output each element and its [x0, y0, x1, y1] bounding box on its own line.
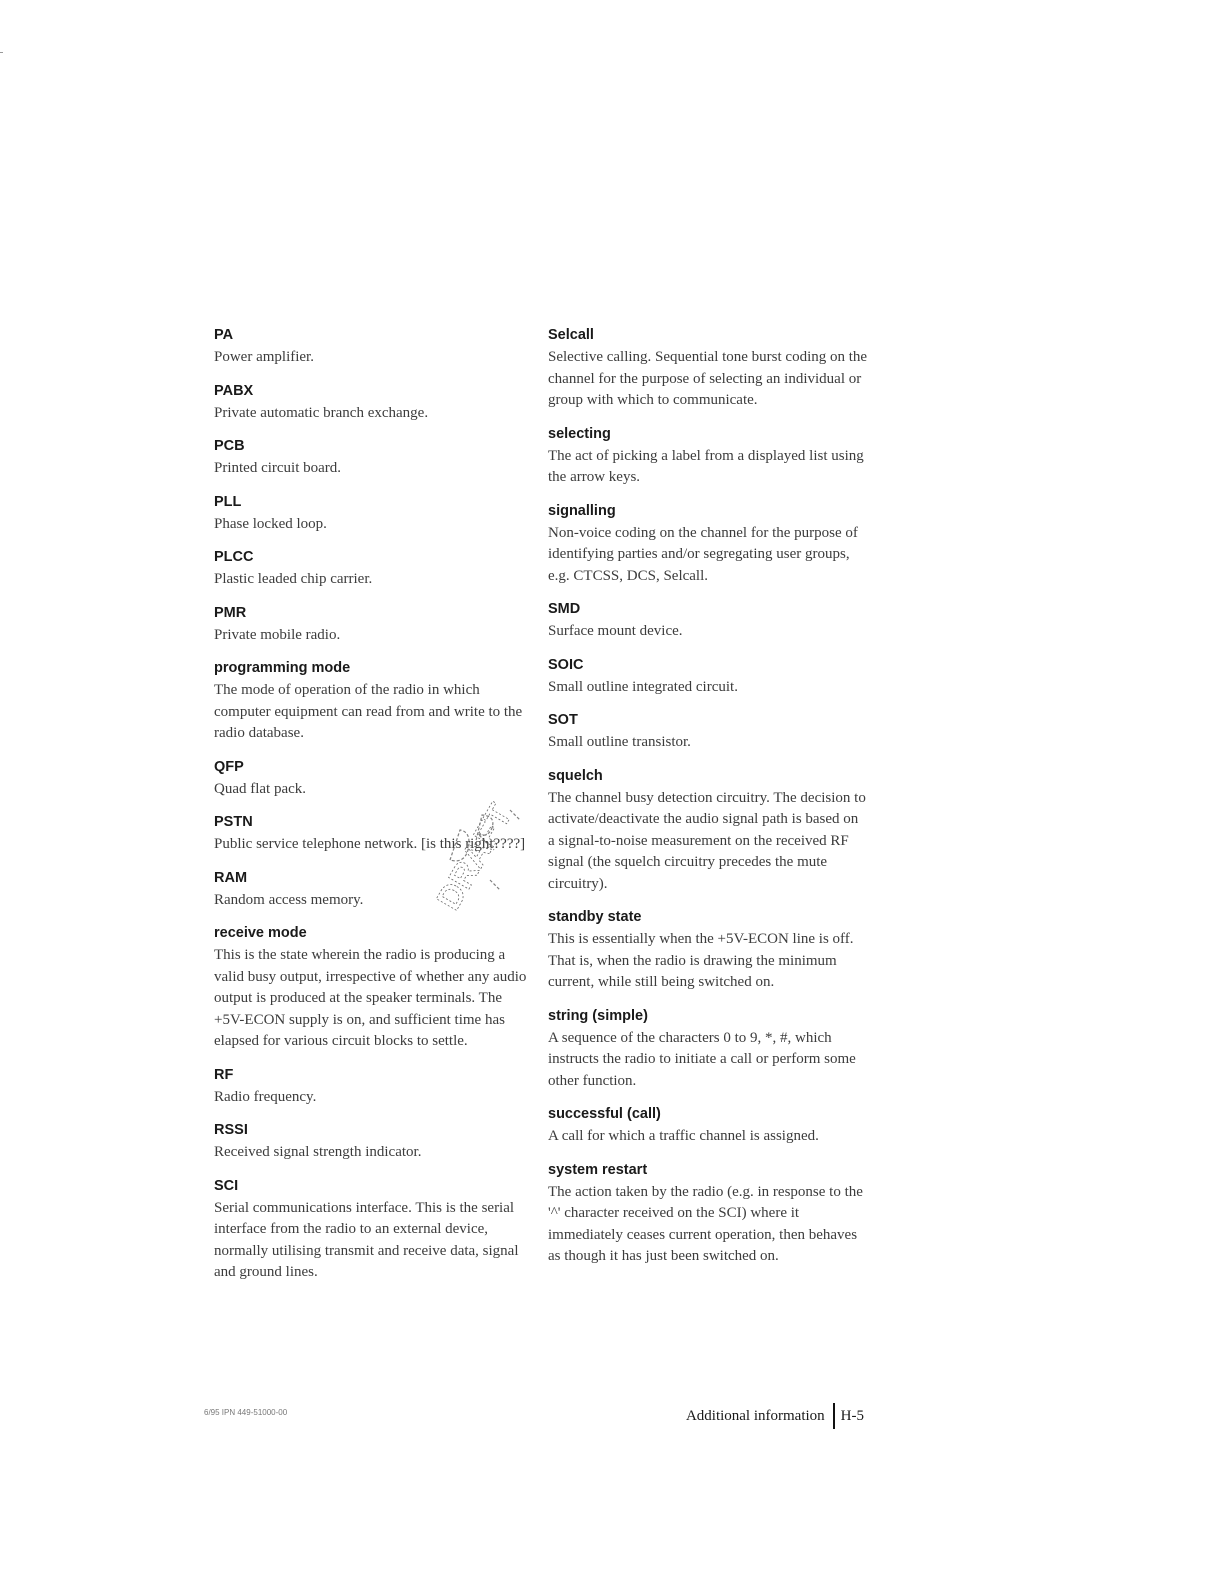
- glossary-term: selecting: [548, 425, 611, 442]
- glossary-entry: [548, 710, 868, 754]
- scan-mark: [0, 52, 3, 53]
- glossary-definition: Small outline integrated circuit.: [548, 678, 738, 695]
- glossary-term: PABX: [214, 382, 254, 399]
- glossary-entry: [548, 599, 868, 643]
- glossary-definition: Plastic leaded chip carrier.: [214, 571, 373, 587]
- glossary-definition: The mode of operation of the radio in which computer equipment can read from and write to the radio database.: [214, 682, 523, 741]
- draft-stamp-watermark: [420, 790, 540, 930]
- glossary-entry: [214, 1176, 529, 1284]
- glossary-definition: Non-voice coding on the channel for the purpose of identifying parties and/or segregating user groups, e.g. CTCSS, DCS, Selcall.: [548, 524, 858, 584]
- glossary-term: standby state: [548, 909, 642, 925]
- glossary-term: system restart: [548, 1161, 648, 1178]
- glossary-term: successful (call): [548, 1106, 661, 1122]
- glossary-definition: Printed circuit board.: [214, 460, 342, 476]
- glossary-entry: [214, 1065, 529, 1109]
- glossary-term: signalling: [548, 502, 616, 519]
- glossary-term: PLCC: [214, 549, 254, 565]
- glossary-entry: [548, 424, 868, 489]
- glossary-definition: This is essentially when the +5V-ECON line is off. That is, when the radio is drawing the minimum current, while still being switched on.: [548, 931, 854, 990]
- glossary-definition: Public service telephone network. [is this right????]: [214, 836, 526, 852]
- footer-section-label: [686, 1403, 864, 1429]
- glossary-definition: Small outline transistor.: [548, 734, 691, 750]
- glossary-definition: Random access memory.: [214, 891, 364, 908]
- glossary-entry: [214, 658, 529, 745]
- glossary-definition: A sequence of the characters 0 to 9, *, #, which instructs the radio to initiate a call or perform some other function.: [548, 1029, 856, 1089]
- glossary-entry: [548, 325, 868, 412]
- glossary-definition: Private mobile radio.: [214, 626, 341, 643]
- glossary-entry: [214, 1120, 529, 1164]
- glossary-entry: [548, 655, 868, 699]
- glossary-term: programming mode: [214, 660, 351, 676]
- glossary-term: QFP: [214, 758, 244, 775]
- glossary-term: PLL: [214, 493, 242, 510]
- glossary-term: RAM: [214, 869, 248, 886]
- glossary-term: PSTN: [214, 814, 253, 830]
- glossary-entry: [214, 325, 529, 369]
- glossary-entry: [548, 1104, 868, 1148]
- glossary-term: receive mode: [214, 925, 307, 941]
- stamp-text: DRAFT: [429, 797, 521, 917]
- glossary-definition: Selective calling. Sequential tone burst coding on the channel for the purpose of selecting an individual or group with which to communicate.: [548, 349, 868, 408]
- glossary-entry: [214, 436, 529, 480]
- glossary-term: RF: [214, 1066, 234, 1083]
- glossary-term: PMR: [214, 604, 247, 621]
- glossary-definition: Serial communications interface. This is the serial interface from the radio to an external device, normally utilising transmit and receive data, signal and ground lines.: [214, 1199, 519, 1280]
- glossary-term: SMD: [548, 601, 581, 617]
- glossary-entry: [214, 603, 529, 647]
- glossary-term: string (simple): [548, 1007, 648, 1024]
- glossary-definition: A call for which a traffic channel is assigned.: [548, 1128, 819, 1144]
- glossary-right-column: [548, 325, 868, 1280]
- glossary-term: RSSI: [214, 1122, 248, 1138]
- footer-document-code: 6/95 IPN 449-51000-00: [204, 1408, 288, 1417]
- glossary-term: PA: [214, 327, 234, 343]
- footer-divider: [833, 1403, 835, 1429]
- glossary-definition: This is the state wherein the radio is producing a valid busy output, irrespective of whether any audio output is produced at the speaker terminals. The +5V-ECON supply is on, and sufficient time has elapsed for various circuit blocks to settle.: [214, 947, 527, 1049]
- glossary-entry: [548, 907, 868, 994]
- glossary-definition: Phase locked loop.: [214, 515, 327, 532]
- glossary-entry: [548, 501, 868, 588]
- glossary-definition: Private automatic branch exchange.: [214, 404, 429, 421]
- glossary-definition: Radio frequency.: [214, 1088, 317, 1105]
- glossary-entry: [548, 766, 868, 896]
- glossary-definition: The channel busy detection circuitry. The decision to activate/deactivate the audio signal path is based on a signal-to-noise measurement on the received RF signal (the squelch circuitry precedes the mute circuitry).: [548, 789, 866, 892]
- glossary-definition: The action taken by the radio (e.g. in response to the '^' character received on the SCI) where it immediately ceases current operation, then behaves as though it has just been switched on.: [548, 1183, 863, 1264]
- glossary-definition: Power amplifier.: [214, 349, 314, 365]
- glossary-term: SOT: [548, 712, 578, 728]
- glossary-term: PCB: [214, 438, 245, 454]
- glossary-definition: The act of picking a label from a displayed list using the arrow keys.: [548, 447, 864, 485]
- glossary-term: SCI: [214, 1177, 239, 1194]
- glossary-entry: [214, 381, 529, 425]
- glossary-entry: [548, 1006, 868, 1093]
- glossary-definition: Quad flat pack.: [214, 780, 307, 797]
- glossary-term: Selcall: [548, 327, 594, 343]
- glossary-entry: [214, 492, 529, 536]
- glossary-entry: [548, 1160, 868, 1268]
- glossary-term: squelch: [548, 767, 603, 784]
- glossary-term: SOIC: [548, 656, 584, 673]
- glossary-definition: Surface mount device.: [548, 623, 683, 639]
- glossary-definition: Received signal strength indicator.: [214, 1144, 422, 1160]
- footer-page-number: H-5: [840, 1407, 864, 1424]
- glossary-entry: [214, 923, 529, 1053]
- footer-section-title: Additional information: [685, 1407, 825, 1424]
- glossary-entry: [214, 547, 529, 591]
